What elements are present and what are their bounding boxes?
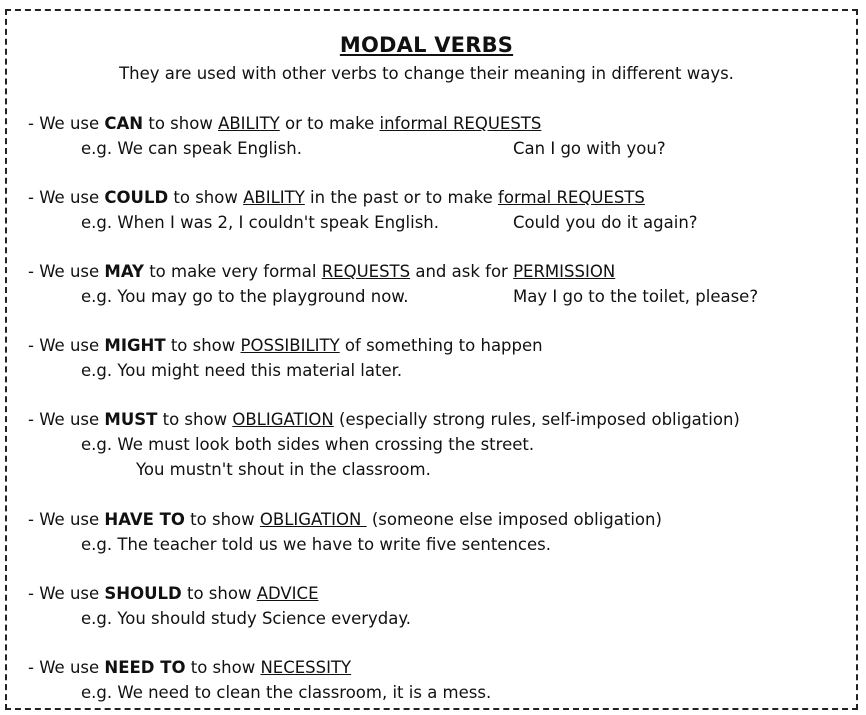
concept: PERMISSION <box>513 262 616 281</box>
concept: OBLIGATION <box>232 410 334 429</box>
example-may-2: May I go to the toilet, please? <box>513 287 759 306</box>
example-should: e.g. You should study Science everyday. <box>81 609 412 628</box>
rule-may: - We use MAY to make very formal REQUESTS and ask for PERMISSION <box>28 262 616 281</box>
modal-verb: HAVE TO <box>104 510 185 529</box>
modal-verb: CAN <box>104 114 144 133</box>
example-must-cont: You mustn't shout in the classroom. <box>136 460 431 479</box>
rule-might: - We use MIGHT to show POSSIBILITY of something to happen <box>28 336 543 355</box>
concept: formal REQUESTS <box>498 188 645 207</box>
concept: ABILITY <box>243 188 305 207</box>
concept: POSSIBILITY <box>240 336 340 355</box>
concept: REQUESTS <box>321 262 411 281</box>
example-have-to: e.g. The teacher told us we have to write five sentences. <box>81 535 551 554</box>
modal-verb: NEED TO <box>104 658 186 677</box>
rule-can: - We use CAN to show ABILITY or to make informal REQUESTS <box>28 114 542 133</box>
example-need-to: e.g. We need to clean the classroom, it is a mess. <box>81 683 492 702</box>
example-must: e.g. We must look both sides when crossing the street. <box>81 435 535 454</box>
modal-verb: MIGHT <box>104 336 166 355</box>
page-subtitle: They are used with other verbs to change their meaning in different ways. <box>119 64 734 83</box>
modal-verb: MAY <box>104 262 144 281</box>
concept: ADVICE <box>256 584 319 603</box>
rule-should: - We use SHOULD to show ADVICE <box>28 584 319 603</box>
concept: OBLIGATION <box>259 510 367 529</box>
concept: informal REQUESTS <box>379 114 542 133</box>
example-might: e.g. You might need this material later. <box>81 361 403 380</box>
example-can-2: Can I go with you? <box>513 139 666 158</box>
page-title: MODAL VERBS <box>339 33 514 57</box>
concept: ABILITY <box>218 114 280 133</box>
rule-need-to: - We use NEED TO to show NECESSITY <box>28 658 352 677</box>
modal-verb: COULD <box>104 188 169 207</box>
rule-must: - We use MUST to show OBLIGATION (especially strong rules, self-imposed obligation) <box>28 410 740 429</box>
concept: NECESSITY <box>260 658 352 677</box>
example-could-2: Could you do it again? <box>513 213 698 232</box>
modal-verb: SHOULD <box>104 584 182 603</box>
example-can: e.g. We can speak English. <box>81 139 302 158</box>
rule-have-to: - We use HAVE TO to show OBLIGATION (someone else imposed obligation) <box>28 510 662 529</box>
example-could: e.g. When I was 2, I couldn't speak English. <box>81 213 439 232</box>
rule-could: - We use COULD to show ABILITY in the past or to make formal REQUESTS <box>28 188 645 207</box>
modal-verb: MUST <box>104 410 158 429</box>
example-may: e.g. You may go to the playground now. <box>81 287 409 306</box>
